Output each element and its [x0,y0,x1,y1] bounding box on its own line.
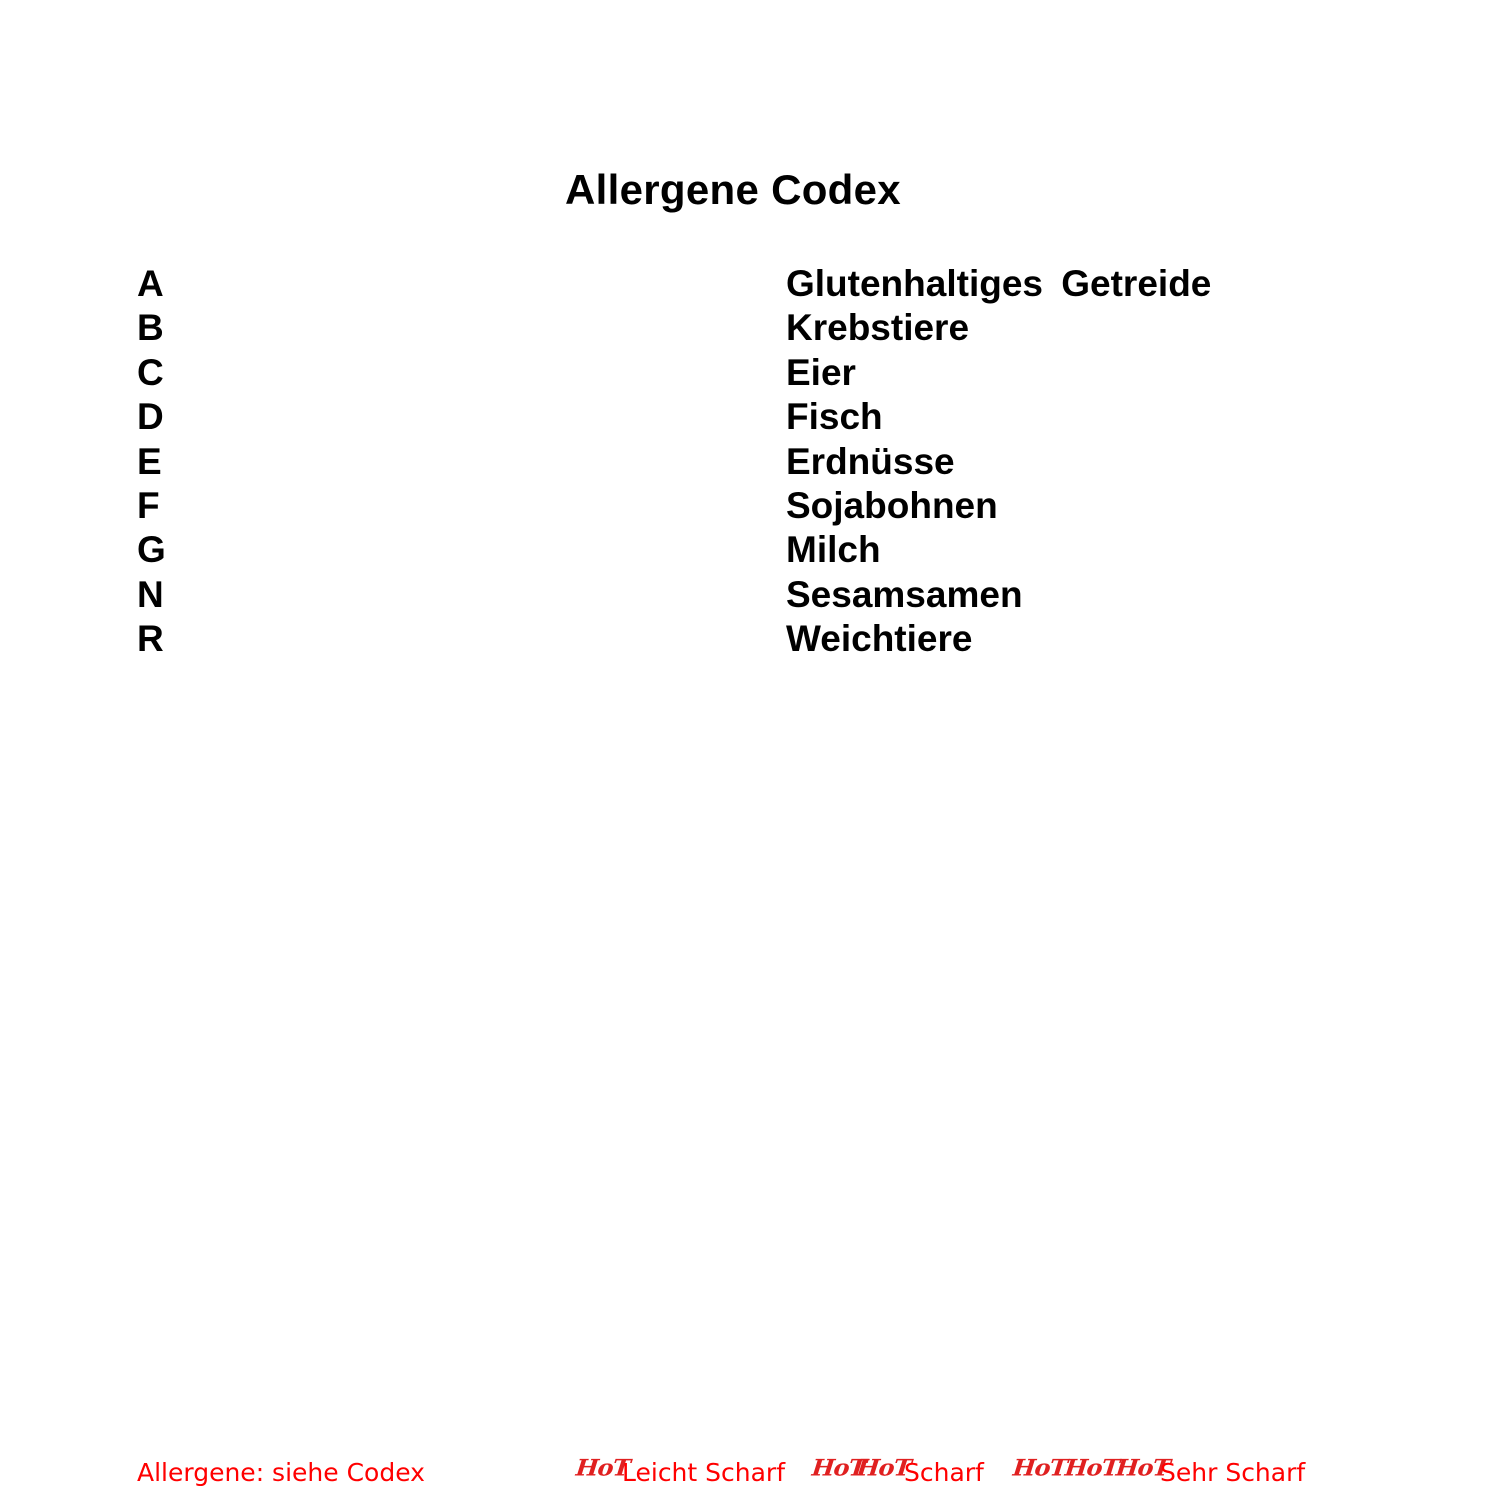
allergen-code: N [137,573,164,615]
spice-level-medium [812,1448,992,1488]
allergen-code: R [137,618,164,660]
allergen-code: A [137,263,164,304]
spice-level-hot [1013,1448,1313,1488]
allergen-row [137,528,1387,572]
hot-icon: HoT [574,1453,632,1482]
allergen-name: Glutenhaltiges Getreide [786,263,1212,304]
allergen-note-text: Allergene: siehe Codex [137,1458,425,1487]
hot-icon: HoT [810,1453,868,1482]
allergen-name: Erdnüsse [786,440,955,482]
allergen-row [137,440,1387,484]
allergen-code: G [137,529,166,571]
allergen-name: Krebstiere [786,307,970,349]
allergen-code: F [137,484,160,526]
hot-icon: HoT [1114,1453,1172,1482]
allergen-row [137,262,1387,306]
allergen-name: Weichtiere [786,618,973,660]
allergen-row [137,351,1387,395]
allergen-codex-list [137,262,1387,662]
footer-allergen-note [137,1448,437,1488]
allergen-code: B [137,307,164,349]
hot-icon: HoT [1063,1453,1121,1482]
allergen-name: Fisch [786,396,883,438]
spice-level-label: Scharf [904,1458,984,1487]
spice-level-label: Leicht Scharf [622,1458,786,1487]
spice-level-mild [576,1448,786,1488]
allergen-code: E [137,440,162,482]
allergen-row [137,395,1387,439]
allergen-code: C [137,351,164,393]
allergen-code: D [137,396,164,438]
allergen-name: Eier [786,351,856,393]
page-title: Allergene Codex [565,166,901,213]
allergen-row [137,617,1387,661]
spice-level-label: Sehr Scharf [1160,1458,1306,1487]
allergen-name: Milch [786,529,881,571]
allergen-row [137,573,1387,617]
allergen-row [137,306,1387,350]
hot-icon: HoT [1011,1453,1069,1482]
allergen-row [137,484,1387,528]
hot-icon: HoT [855,1453,913,1482]
allergen-name: Sesamsamen [786,573,1023,615]
allergen-name: Sojabohnen [786,484,998,526]
